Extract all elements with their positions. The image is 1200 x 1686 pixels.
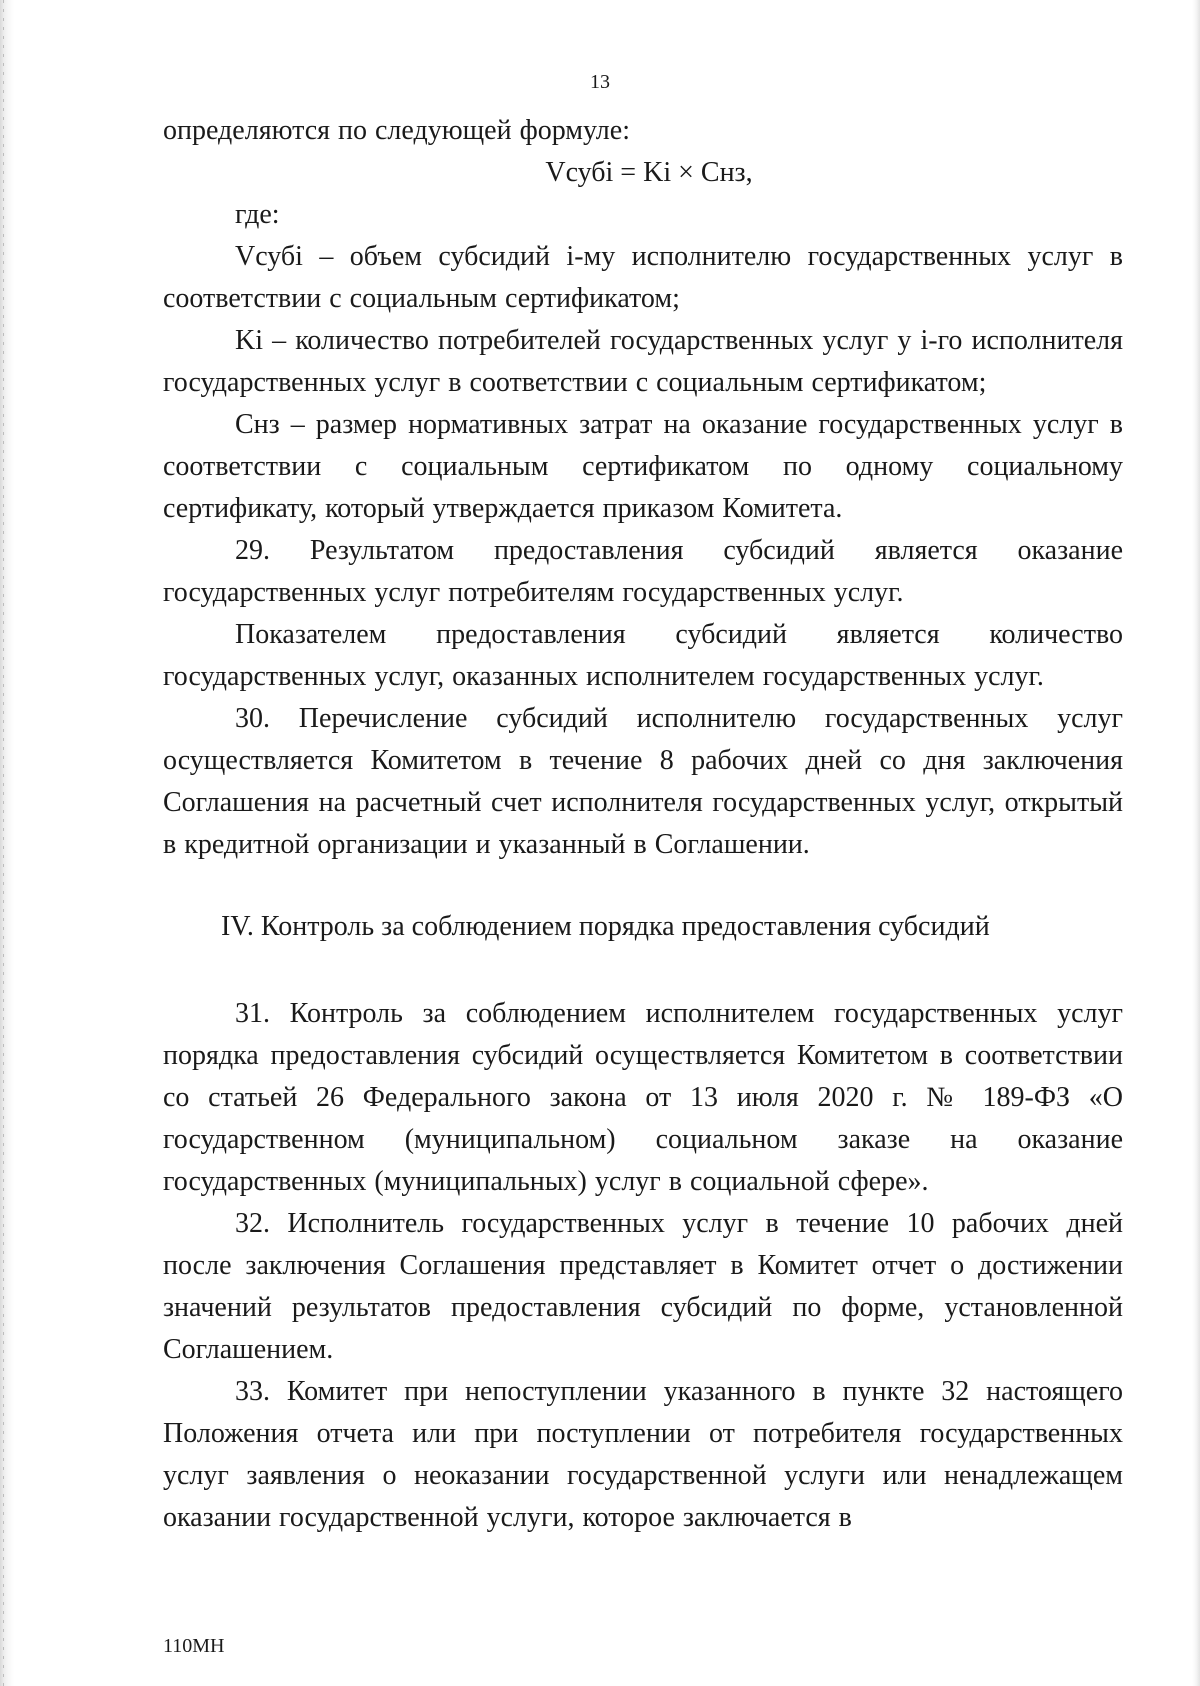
paragraph-31: 31. Контроль за соблюдением исполнителем государственных услуг порядка предоставления субсидий осуществляется Комитетом в соответствии со статьей 26 Федерального закона от 13 июля 2020 г. № 189-ФЗ «О государственном (муниципальном) социальном заказе на оказание государственных (муниципальных) услуг в социальной сфере». (163, 998, 1123, 1197)
paragraph-29: 29. Результатом предоставления субсидий является оказание государственных услуг потребителям государственных услуг. (163, 535, 1123, 608)
document-body (163, 110, 1123, 1539)
paragraph-32: 32. Исполнитель государственных услуг в течение 10 рабочих дней после заключения Соглашения представляет в Комитет отчет о достижении значений результатов предоставления субсидий по форме, установленной Соглашением. (163, 1208, 1123, 1365)
definition-snz: Снз – размер нормативных затрат на оказание государственных услуг в соответствии с социальным сертификатом по одному социальному сертификату, который утверждается приказом Комитета. (163, 409, 1123, 524)
where-label: где: (235, 199, 280, 230)
subsidy-formula: Vсубi = Ki × Снз, (545, 157, 753, 188)
paragraph-30: 30. Перечисление субсидий исполнителю государственных услуг осуществляется Комитетом в течение 8 рабочих дней со дня заключения Соглашения на расчетный счет исполнителя государственных услуг, открытый в кредитной организации и указанный в Соглашении. (163, 703, 1123, 860)
definition-vsub: Vсубi – объем субсидий i-му исполнителю государственных услуг в соответствии с социальным сертификатом; (163, 241, 1123, 314)
scan-right-edge (1192, 0, 1200, 1686)
page-number: 13 (590, 71, 610, 93)
scan-left-edge (0, 0, 14, 1686)
paragraph-29-indicator: Показателем предоставления субсидий является количество государственных услуг, оказанных исполнителем государственных услуг. (163, 619, 1123, 692)
paragraph-33: 33. Комитет при непоступлении указанного в пункте 32 настоящего Положения отчета или при поступлении от потребителя государственных услуг заявления о неоказании государственной услуги или ненадлежащем оказании государственной услуги, которое заключается в (163, 1376, 1123, 1533)
document-footer-code: 110МН (163, 1635, 225, 1657)
formula-intro: определяются по следующей формуле: (163, 115, 630, 146)
section-iv-heading: IV. Контроль за соблюдением порядка предоставления субсидий (221, 911, 990, 942)
definition-ki: Ki – количество потребителей государственных услуг у i-го исполнителя государственных услуг в соответствии с социальным сертификатом; (163, 325, 1123, 398)
